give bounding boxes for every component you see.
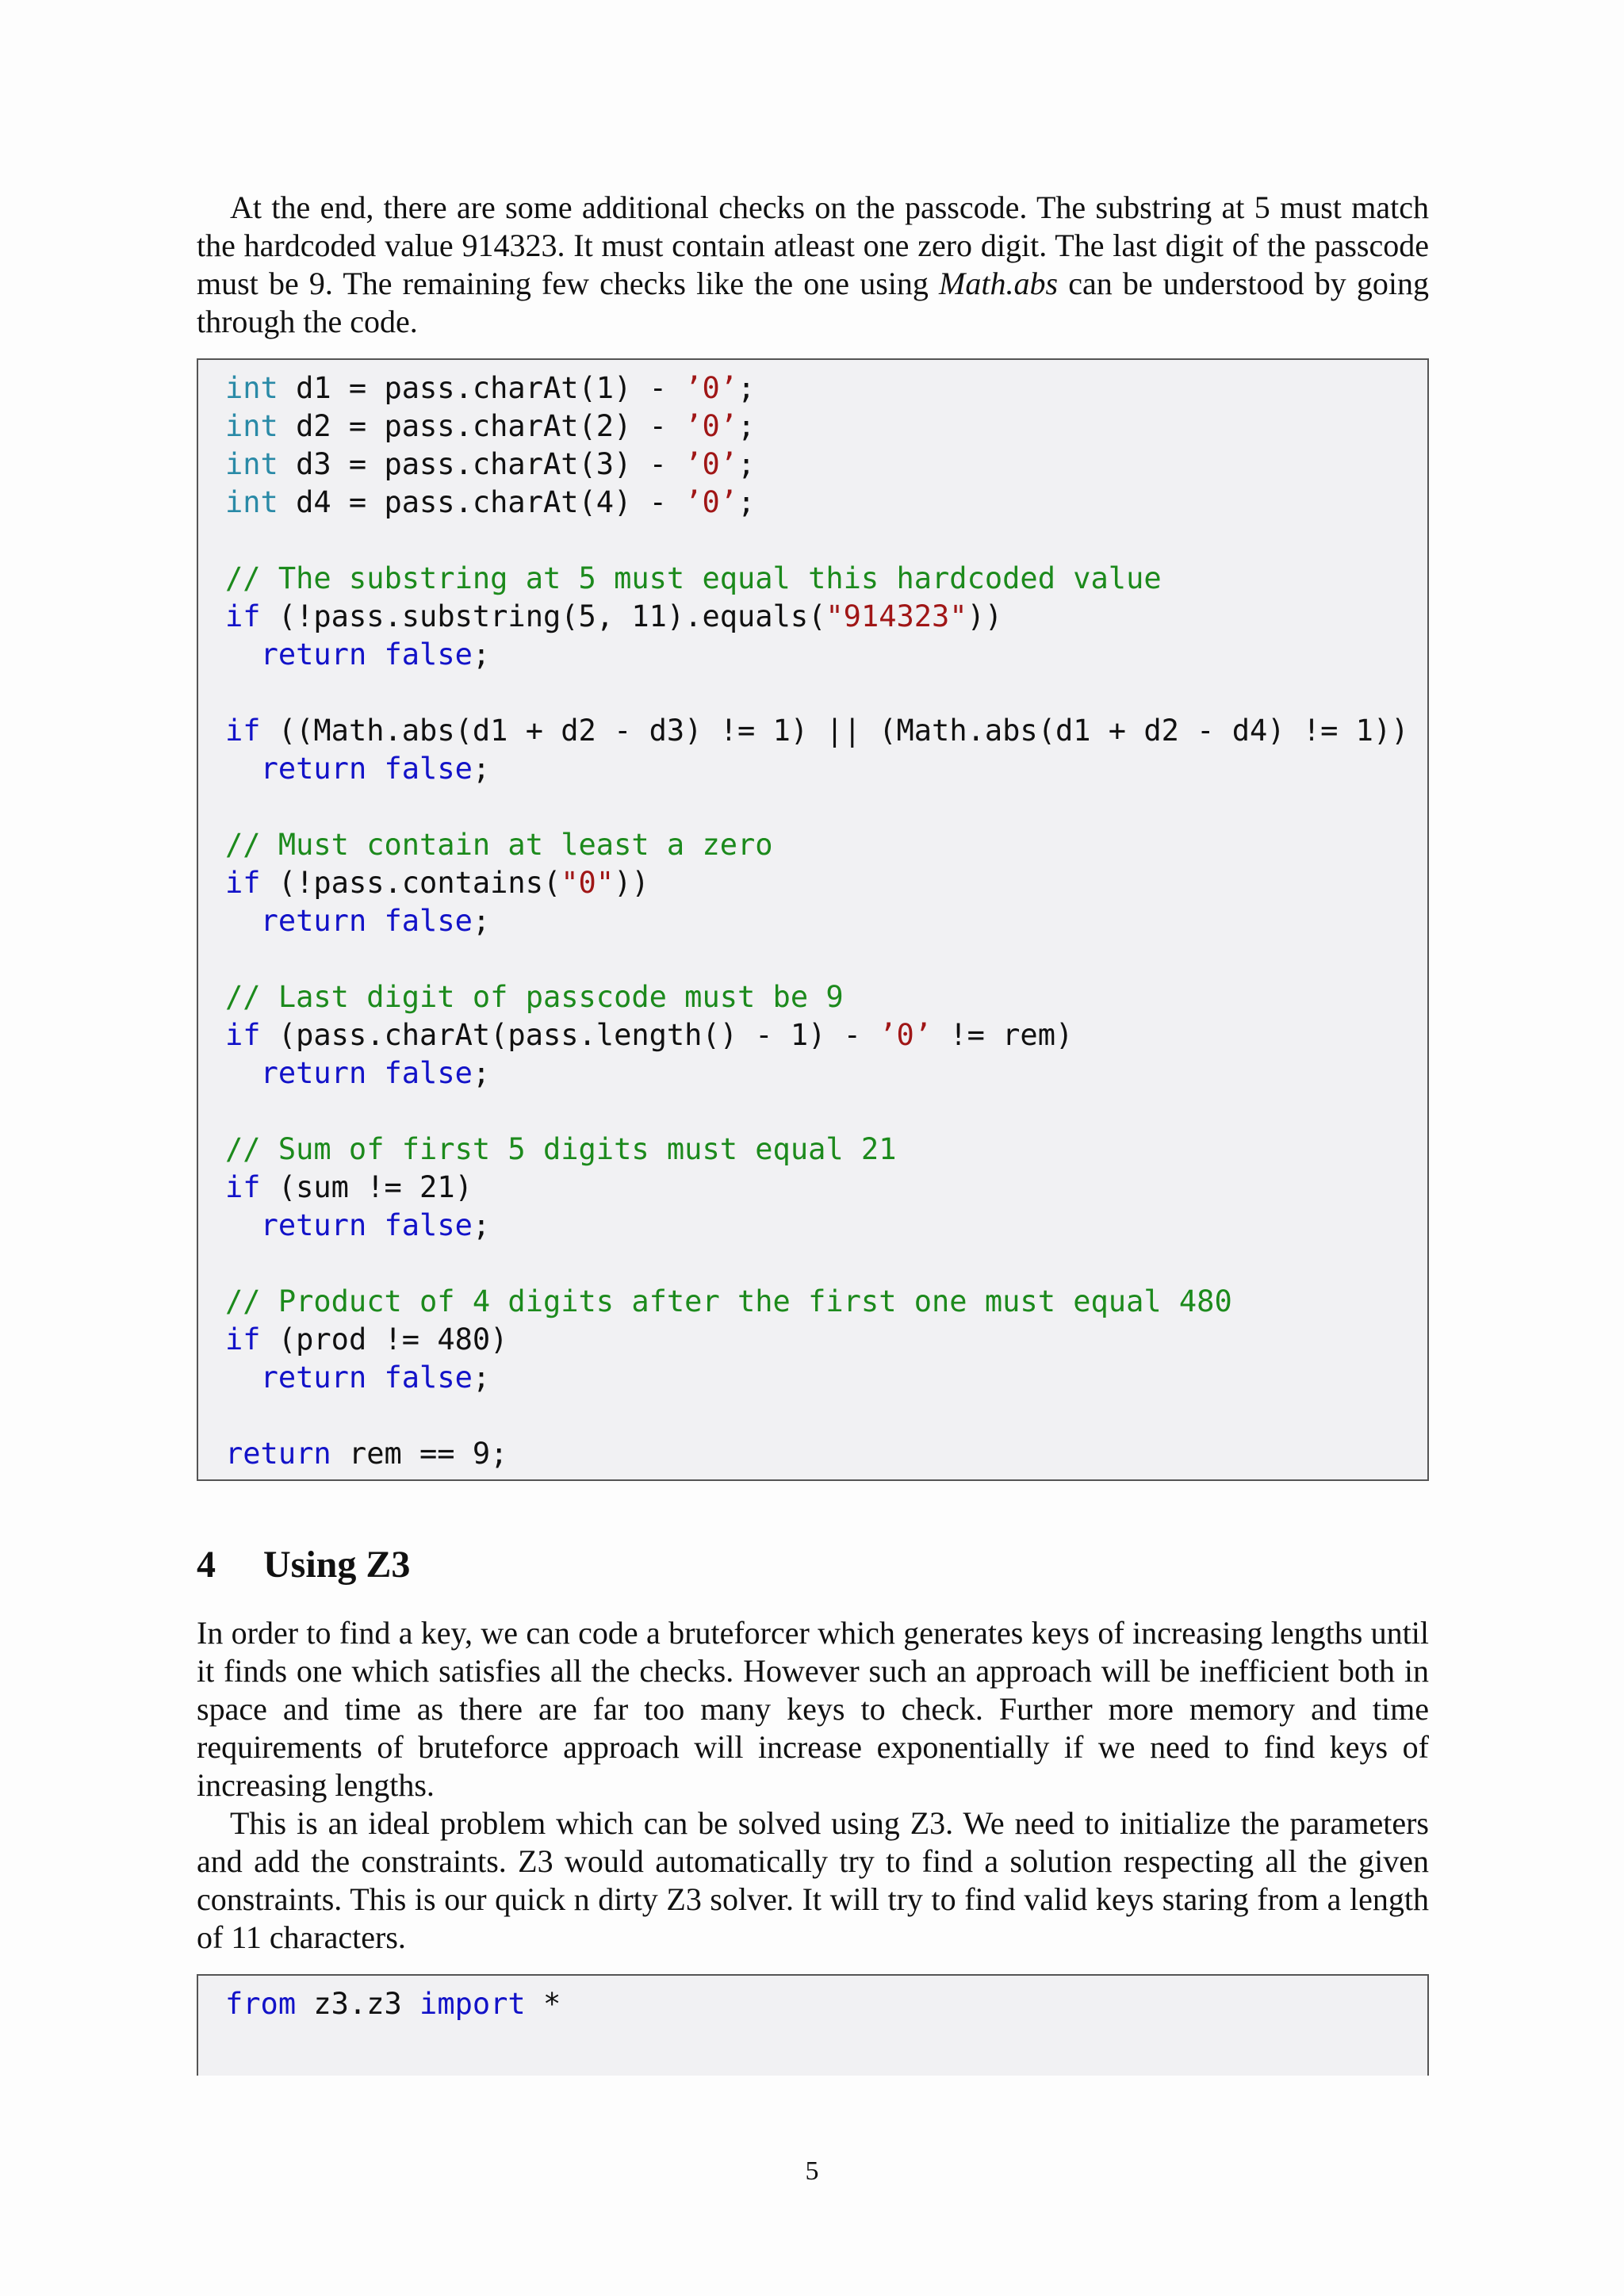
code-token: return: [260, 752, 367, 786]
code-token: int: [225, 447, 278, 481]
code-token: int: [225, 371, 278, 405]
code-token: [225, 637, 261, 672]
code-token: import: [419, 1987, 526, 2021]
code-line: [225, 1169, 1400, 1207]
code-token: ;: [472, 904, 491, 938]
code-token: )): [967, 599, 1003, 633]
code-token: ;: [472, 637, 491, 672]
code-token: [366, 637, 384, 672]
code-line: [225, 826, 1400, 864]
code-token: ;: [737, 485, 756, 519]
page-content: [197, 189, 1429, 2076]
code-token: if: [225, 1322, 261, 1357]
code-token: // The substring at 5 must equal this hardcoded value: [225, 561, 1162, 595]
code-line: [225, 560, 1400, 598]
code-line: [225, 1283, 1400, 1321]
section-heading: [197, 1543, 1429, 1587]
code-token: ’0’: [684, 485, 738, 519]
code-token: false: [384, 637, 473, 672]
code-line: [225, 750, 1400, 788]
code-token: if: [225, 714, 261, 748]
code-token: // Sum of first 5 digits must equal 21: [225, 1132, 897, 1166]
code-token: (sum != 21): [260, 1170, 473, 1204]
code-token: "0": [561, 866, 615, 900]
code-token: return: [260, 637, 367, 672]
code-token: [366, 904, 384, 938]
code-token: if: [225, 1170, 261, 1204]
code-line: [225, 636, 1400, 674]
code-token: [225, 904, 261, 938]
code-token: (!pass.substring(5, 11).equals(: [260, 599, 826, 633]
code-token: false: [384, 1056, 473, 1090]
code-token: != rem): [932, 1018, 1074, 1052]
code-token: ;: [472, 752, 491, 786]
code-token: false: [384, 1360, 473, 1395]
body-paragraph-1: In order to find a key, we can code a bruteforcer which generates keys of increasing lengths until it finds one which satisfies all the checks. However such an approach will be inefficient both in space and time as there are far too many keys to check. Further more memory and time requirements of bruteforce approach will increase exponentially if we need to find keys of increasing lengths.: [197, 1615, 1429, 1803]
code-token: (!pass.contains(: [260, 866, 561, 900]
intro-text-end: can be understood by going through the code.: [197, 266, 1429, 339]
code-token: return: [260, 1056, 367, 1090]
code-token: rem == 9;: [331, 1437, 508, 1471]
code-token: [366, 1056, 384, 1090]
code-token: ((Math.abs(d1 + d2 - d3) != 1) || (Math.abs(d1 + d2 - d4) != 1)): [260, 714, 1409, 748]
intro-text: At the end, there are some additional checks on the passcode. The substring at 5 must match the hardcoded value 914323. It must contain atleast one zero digit. The last digit of the passcode must be 9. The remaining few checks like the one using: [197, 189, 1429, 301]
code-line: [225, 674, 1400, 712]
code-token: if: [225, 866, 261, 900]
code-block-1: [197, 358, 1429, 1481]
code-token: (prod != 480): [260, 1322, 508, 1357]
code-line: [225, 788, 1400, 826]
code-line: [225, 408, 1400, 446]
code-line: [225, 712, 1409, 750]
body-paragraph-2: This is an ideal problem which can be solved using Z3. We need to initialize the parameters and add the constraints. Z3 would automatically try to find a solution respecting all the given constraints. This is our quick n dirty Z3 solver. It will try to find valid keys staring from a length of 11 characters.: [197, 1805, 1429, 1955]
code-token: (pass.charAt(pass.length() - 1) -: [260, 1018, 879, 1052]
code-line: [225, 1359, 1400, 1397]
code-token: d3 = pass.charAt(3) -: [278, 447, 685, 481]
code-token: return: [225, 1437, 331, 1471]
code-line: [225, 522, 1400, 560]
code-token: d4 = pass.charAt(4) -: [278, 485, 685, 519]
code-token: *: [525, 1987, 561, 2021]
code-token: ’0’: [684, 409, 738, 443]
code-token: int: [225, 409, 278, 443]
code-token: ;: [472, 1208, 491, 1242]
code-line: [225, 446, 1400, 484]
code-line: [225, 598, 1400, 636]
code-token: false: [384, 1208, 473, 1242]
code-token: ’0’: [684, 371, 738, 405]
code-token: z3.z3: [296, 1987, 420, 2021]
code-token: ’0’: [684, 447, 738, 481]
code-line: [225, 1131, 1400, 1169]
code-token: d2 = pass.charAt(2) -: [278, 409, 685, 443]
intro-emphasis: Math.abs: [939, 266, 1059, 301]
code-token: ;: [472, 1056, 491, 1090]
code-line: [225, 978, 1400, 1016]
code-token: [225, 752, 261, 786]
code-line: [225, 369, 1400, 408]
code-line: [225, 1321, 1400, 1359]
code-token: false: [384, 752, 473, 786]
code-token: [366, 752, 384, 786]
code-line: [225, 1016, 1400, 1054]
code-line: [225, 1245, 1400, 1283]
code-token: [366, 1208, 384, 1242]
code-token: [225, 1360, 261, 1395]
code-token: "914323": [825, 599, 967, 633]
code-line: [225, 1397, 1400, 1435]
code-token: // Must contain at least a zero: [225, 828, 773, 862]
code-token: ;: [472, 1360, 491, 1395]
code-line: [225, 1435, 1400, 1473]
code-token: ’0’: [879, 1018, 933, 1052]
code-token: )): [614, 866, 649, 900]
code-token: [366, 1360, 384, 1395]
code-token: ;: [737, 409, 756, 443]
code-line: [225, 902, 1400, 940]
code-token: d1 = pass.charAt(1) -: [278, 371, 685, 405]
section-number: 4: [197, 1544, 216, 1586]
code-token: from: [225, 1987, 297, 2021]
code-token: ;: [737, 447, 756, 481]
code-token: ;: [737, 371, 756, 405]
code-line: [225, 1985, 1400, 2023]
code-line: [225, 1207, 1400, 1245]
code-token: if: [225, 599, 261, 633]
code-token: return: [260, 1360, 367, 1395]
code-token: // Product of 4 digits after the first one must equal 480: [225, 1284, 1232, 1318]
code-token: return: [260, 904, 367, 938]
code-line: [225, 484, 1400, 522]
page-number: 5: [805, 2156, 819, 2186]
code-token: [225, 1208, 261, 1242]
code-token: if: [225, 1018, 261, 1052]
intro-paragraph: [197, 189, 1429, 341]
code-token: int: [225, 485, 278, 519]
code-token: return: [260, 1208, 367, 1242]
code-line: [225, 1093, 1400, 1131]
code-block-2: [197, 1974, 1429, 2076]
code-line: [225, 864, 1400, 902]
section-title: Using Z3: [263, 1544, 411, 1586]
code-line: [225, 940, 1400, 978]
code-token: false: [384, 904, 473, 938]
code-line: [225, 1054, 1400, 1093]
code-token: // Last digit of passcode must be 9: [225, 980, 844, 1014]
code-token: [225, 1056, 261, 1090]
